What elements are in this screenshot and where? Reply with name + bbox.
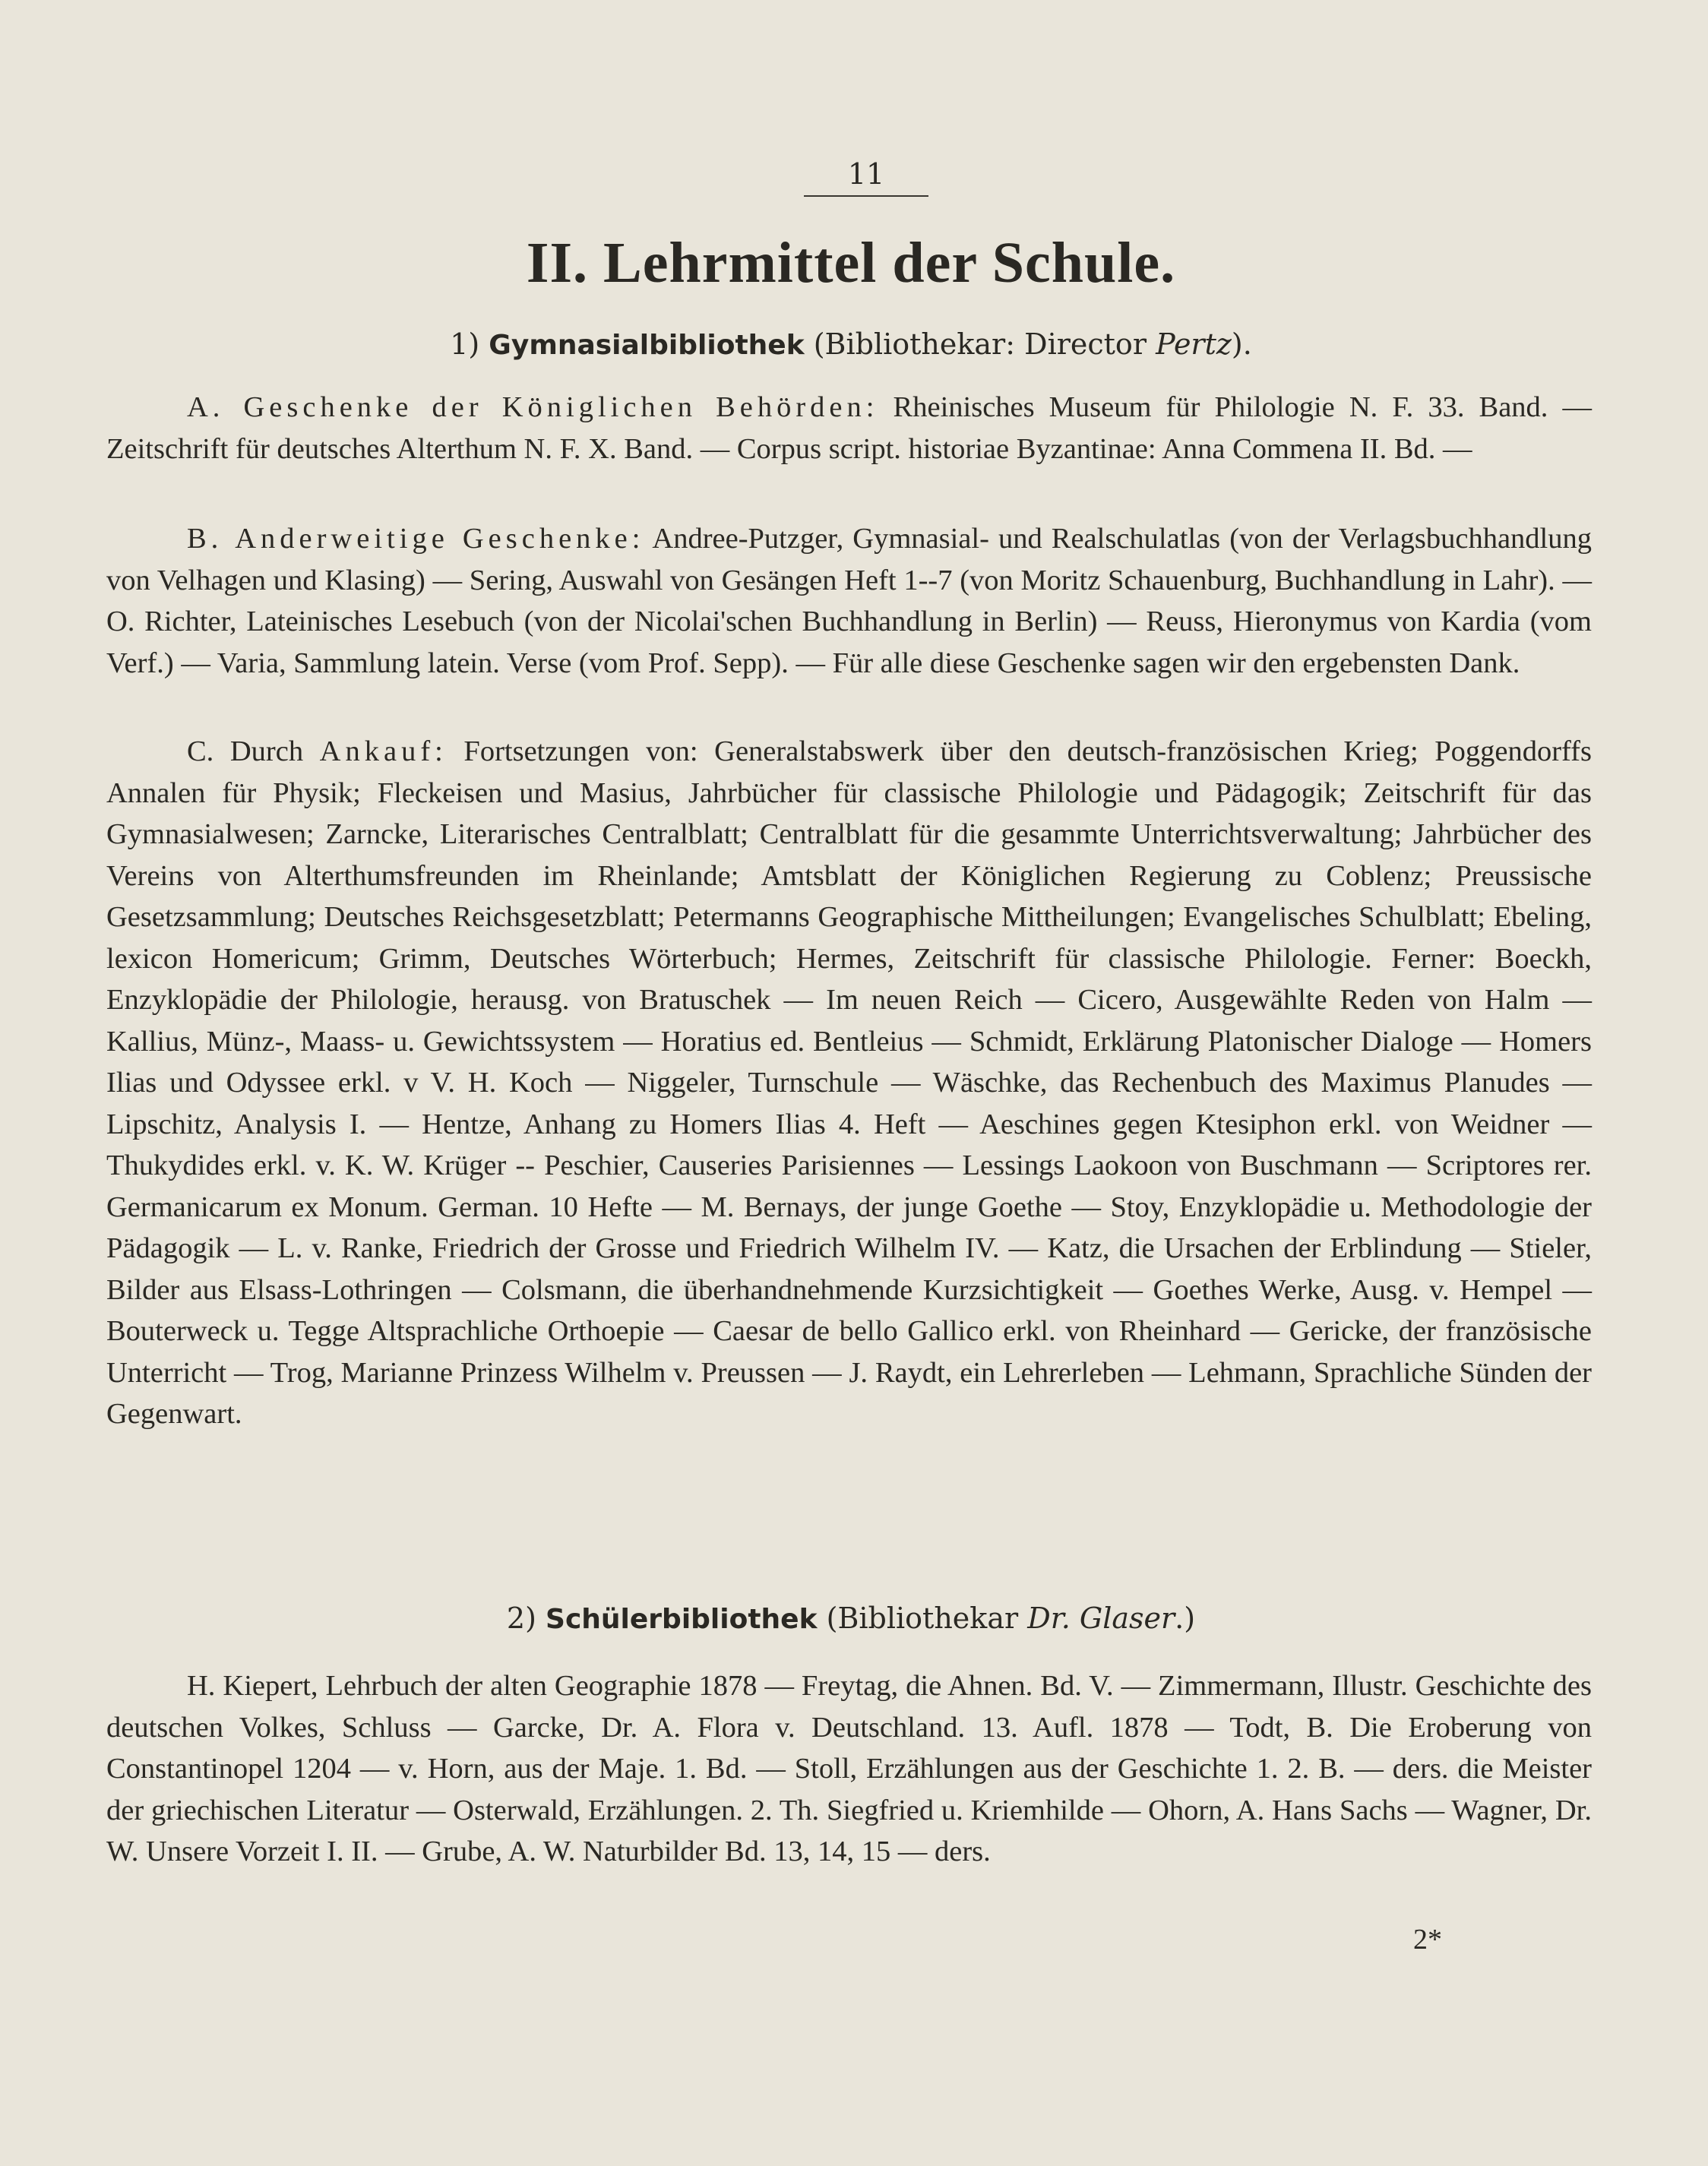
page-number-rule [804,195,928,197]
page-number: 11 [847,157,885,191]
paragraph-schuelerbibliothek: H. Kiepert, Lehrbuch der alten Geographie 1878 — Freytag, die Ahnen. Bd. V. — Zimmermann, Illustr. Geschichte des deutschen Volkes, Schluss — Garcke, Dr. A. Flora v. Deutschland. 13. Aufl. 1878 — Todt, B. Die Eroberung von Constantinopel 1204 — v. Horn, aus der Maje. 1. Bd. — Stoll, Erzählungen aus der Geschichte 1. 2. B. — ders. die Meister der griechischen Literatur — Osterwald, Erzählungen. 2. Th. Siegfried u. Kriemhilde — Ohorn, A. Hans Sachs — Wagner, Dr. W. Unsere Vorzeit I. II. — Grube, A. W. Naturbilder Bd. 13, 14, 15 — ders. [106,1670,1592,1867]
chapter-title: II. Lehrmittel der Schule. [526,231,1176,295]
section-librarian-prefix: (Bibliothekar: Director [813,327,1147,361]
paragraph-c-label-prefix: C. Durch [187,735,304,767]
section-librarian-name: Dr. Glaser [1027,1602,1175,1635]
paragraph-b-label: B. Anderweitige Geschenke: [187,523,645,555]
paragraph-a [106,387,1592,470]
paragraph-c-text: Fortsetzungen von: Generalstabswerk über den deutsch-französischen Krieg; Poggendorffs Annalen für Physik; Fleckeisen und Masius, Jahrbücher für classische Philologie und Pädagogik; Zeitschrift für das Gymnasialwesen; Zarncke, Literarisches Centralblatt; Centralblatt für die gesammte Unterrichtsverwaltung; Jahrbücher des Vereins von Alterthumsfreunden im Rheinlande; Amtsblatt der Königlichen Regierung zu Coblenz; Preussische Gesetzsammlung; Deutsches Reichsgesetzblatt; Petermanns Geographische Mittheilungen; Evangelisches Schulblatt; Ebeling, lexicon Homericum; Grimm, Deutsches Wörterbuch; Hermes, Zeitschrift für classische Philologie. Ferner: Boeckh, Enzyklopädie der Philologie, herausg. von Bratuschek — Im neuen Reich — Cicero, Ausgewählte Reden von Halm — Kallius, Münz-, Maass- u. Gewichtssystem — Horatius ed. Bentleius — Schmidt, Erklärung Platonischer Dialoge — Homers Ilias und Odyssee erkl. v V. H. Koch — Niggeler, Turnschule — Wäschke, das Rechenbuch des Maximus Planudes — Lipschitz, Analysis I. — Hentze, Anhang zu Homers Ilias 4. Heft — Aeschines gegen Ktesiphon erkl. von Weidner — Thukydides erkl. v. K. W. Krüger -- Peschier, Causeries Parisiennes — Lessings Laokoon von Buschmann — Scriptores rer. Germanicarum ex Monum. German. 10 Hefte — M. Bernays, der junge Goethe — Stoy, Enzyklopädie u. Methodologie der Pädagogik — L. v. Ranke, Friedrich der Grosse und Friedrich Wilhelm IV. — Katz, die Ursachen der Erblindung — Stieler, Bilder aus Elsass-Lothringen — Colsmann, die überhandnehmende Kurzsichtigkeit — Goethes Werke, Ausg. v. Hempel — Bouterweck u. Tegge Altsprachliche Orthoepie — Caesar de bello Gallico erkl. von Rheinhard — Gericke, der französische Unterricht — Trog, Marianne Prinzess Wilhelm v. Preussen — J. Raydt, ein Lehrerleben — Lehmann, Sprachliche Sünden der Gegenwart. [106,735,1592,1430]
section-title: Gymnasialbibliothek [489,330,805,361]
paragraph-a-text: Rheinisches Museum für Philologie N. F. 33. Band. — Zeitschrift für deutsches Alterthum N. F. X. Band. — Corpus script. historiae Byzantinae: Anna Commena II. Bd. — [106,391,1593,465]
section-librarian-name: Pertz [1156,327,1232,361]
paragraph-b-text: Andree-Putzger, Gymnasial- und Realschulatlas (von der Verlagsbuchhandlung von Velhagen und Klasing) — Sering, Auswahl von Gesängen Heft 1--7 (von Moritz Schauenburg, Buchhandlung in Lahr). — O. Richter, Lateinisches Lesebuch (von der Nicolai'schen Buchhandlung in Berlin) — Reuss, Hieronymus von Kardia (vom Verf.) — Varia, Sammlung latein. Verse (vom Prof. Sepp). — Für alle diese Geschenke sagen wir den ergebensten Dank. [106,523,1592,679]
paragraph-c-label: Ankauf: [319,735,448,767]
paragraph-c [106,731,1592,1435]
section-number: 2) [506,1602,536,1635]
section-heading-gymnasialbibliothek [106,325,1596,365]
section-heading-schuelerbibliothek [106,1599,1596,1639]
section-title: Schülerbibliothek [546,1604,818,1635]
paragraph-a-label: A. Geschenke der Königlichen Behörden: [187,391,879,423]
section-librarian-prefix: (Bibliothekar [826,1602,1019,1635]
section-librarian-suffix: ). [1231,327,1252,361]
paragraph-b [106,518,1592,684]
section-number: 1) [450,327,480,361]
signature-mark: 2* [1413,1924,1442,1956]
section-librarian-suffix: .) [1175,1602,1196,1635]
